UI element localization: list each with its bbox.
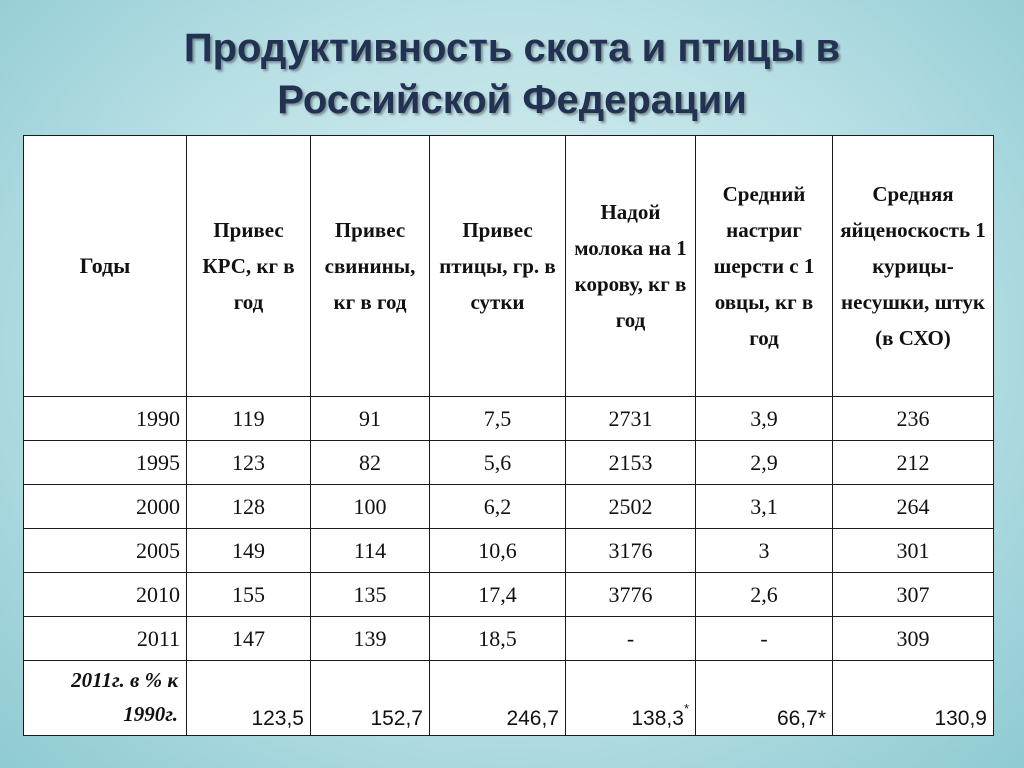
percent-cell: 130,9 xyxy=(833,661,994,736)
value-cell: 17,4 xyxy=(430,573,566,617)
table-row xyxy=(24,573,994,617)
productivity-table xyxy=(23,135,994,736)
table-row xyxy=(24,485,994,529)
value-cell: 301 xyxy=(833,529,994,573)
value-cell: 155 xyxy=(187,573,311,617)
value-cell: 236 xyxy=(833,397,994,441)
value-cell: 5,6 xyxy=(430,441,566,485)
percent-cell: 66,7* xyxy=(696,661,833,736)
header-egg-production: Средняя яйценоскость 1 курицы-несушки, штук (в СХО) xyxy=(833,136,994,397)
value-cell: 2,6 xyxy=(696,573,833,617)
value-cell: 3,1 xyxy=(696,485,833,529)
value-cell: - xyxy=(566,617,696,661)
value-cell: 7,5 xyxy=(430,397,566,441)
percent-row xyxy=(24,661,994,736)
year-cell: 2005 xyxy=(24,529,187,573)
year-cell: 2010 xyxy=(24,573,187,617)
percent-value: 138,3 xyxy=(631,707,684,730)
value-cell: 2731 xyxy=(566,397,696,441)
header-milk-yield: Надой молока на 1 корову, кг в год xyxy=(566,136,696,397)
percent-cell: 123,5 xyxy=(187,661,311,736)
title-line-1: Продуктивность скота и птицы в xyxy=(183,26,841,70)
value-cell: 212 xyxy=(833,441,994,485)
header-wool-clip: Средний настриг шерсти с 1 овцы, кг в год xyxy=(696,136,833,397)
value-cell: 3,9 xyxy=(696,397,833,441)
year-cell: 2011 xyxy=(24,617,187,661)
value-cell: 2502 xyxy=(566,485,696,529)
value-cell: 3176 xyxy=(566,529,696,573)
header-pork-gain: Привес свинины, кг в год xyxy=(311,136,430,397)
value-cell: 2153 xyxy=(566,441,696,485)
percent-cell: 246,7 xyxy=(430,661,566,736)
value-cell: 119 xyxy=(187,397,311,441)
percent-row-label: 2011г. в % к 1990г. xyxy=(24,661,187,736)
table-row xyxy=(24,529,994,573)
table-row xyxy=(24,441,994,485)
percent-cell xyxy=(566,661,696,736)
year-cell: 1995 xyxy=(24,441,187,485)
value-cell: 307 xyxy=(833,573,994,617)
value-cell: 6,2 xyxy=(430,485,566,529)
value-cell: 82 xyxy=(311,441,430,485)
year-cell: 1990 xyxy=(24,397,187,441)
table-row xyxy=(24,617,994,661)
value-cell: 149 xyxy=(187,529,311,573)
value-cell: 128 xyxy=(187,485,311,529)
year-cell: 2000 xyxy=(24,485,187,529)
value-cell: 10,6 xyxy=(430,529,566,573)
value-cell: 3 xyxy=(696,529,833,573)
value-cell: 147 xyxy=(187,617,311,661)
value-cell: 18,5 xyxy=(430,617,566,661)
value-cell: 2,9 xyxy=(696,441,833,485)
percent-cell: 152,7 xyxy=(311,661,430,736)
value-cell: 123 xyxy=(187,441,311,485)
header-row xyxy=(24,136,994,397)
value-cell: 309 xyxy=(833,617,994,661)
header-years: Годы xyxy=(24,136,187,397)
value-cell: 114 xyxy=(311,529,430,573)
table-row xyxy=(24,397,994,441)
page-title xyxy=(0,22,1024,126)
value-cell: 100 xyxy=(311,485,430,529)
value-cell: 135 xyxy=(311,573,430,617)
header-poultry-gain: Привес птицы, гр. в сутки xyxy=(430,136,566,397)
value-cell: 139 xyxy=(311,617,430,661)
value-cell: 3776 xyxy=(566,573,696,617)
footnote-mark: * xyxy=(683,701,689,716)
value-cell: - xyxy=(696,617,833,661)
value-cell: 91 xyxy=(311,397,430,441)
header-cattle-gain: Привес КРС, кг в год xyxy=(187,136,311,397)
value-cell: 264 xyxy=(833,485,994,529)
title-line-2: Российской Федерации xyxy=(277,78,747,122)
